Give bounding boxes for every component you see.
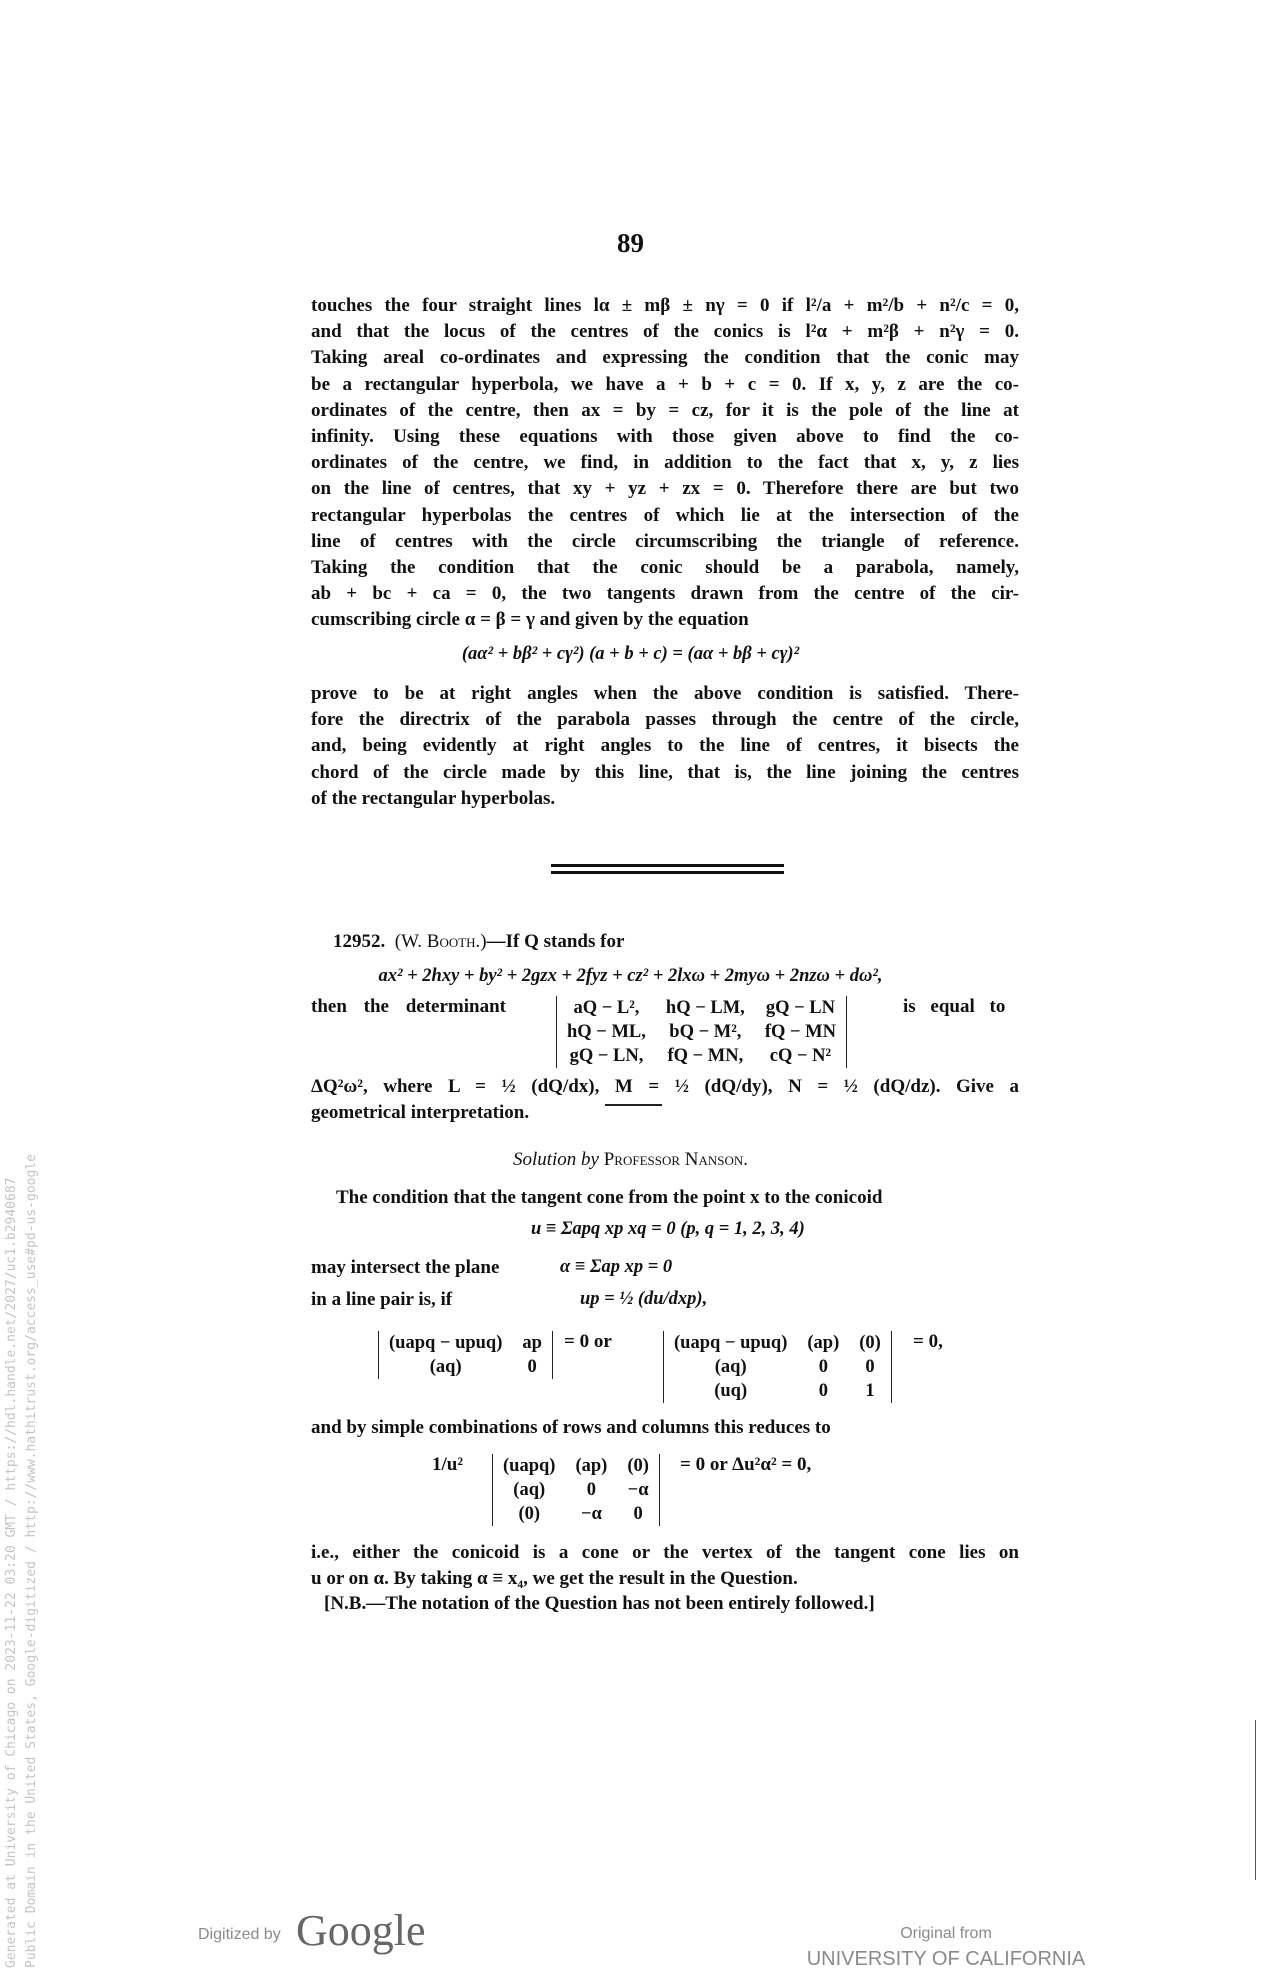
matrix-row — [493, 1478, 659, 1502]
text-line: i.e., either the conicoid is a cone or the vertex of the tangent cone lies on — [311, 1542, 1019, 1563]
matrix-cell: cQ − N² — [769, 1046, 832, 1066]
matrix-cell: (0) — [627, 1456, 649, 1476]
matrix-cell: (aq) — [429, 1357, 462, 1377]
solution-by: Solution by — [512, 1149, 599, 1170]
short-rule — [605, 1104, 662, 1106]
question-formula: ax² + 2hxy + by² + 2gzx + 2fyz + cz² + 2lxω + 2myω + 2nzω + dω², — [378, 966, 883, 986]
text-line: cumscribing circle α = β = γ and given by the equation — [311, 609, 749, 631]
matrix-row — [664, 1355, 891, 1379]
text-line: touches the four straight lines lα ± mβ ± nγ = 0 if l²/a + m²/b + n²/c = 0, — [311, 295, 1019, 316]
text-line: Taking areal co-ordinates and expressing the condition that the conic may — [311, 347, 1019, 369]
matrix-cell: hQ − ML, — [567, 1022, 646, 1042]
determinant-b — [663, 1331, 892, 1403]
text-line: ab + bc + ca = 0, the two tangents drawn from the centre of the cir- — [311, 583, 1019, 605]
text-line: and, being evidently at right angles to the line of centres, it bisects the — [311, 735, 1019, 757]
or-text: = 0 or — [564, 1331, 612, 1352]
text-line: prove to be at right angles when the above condition is satisfied. There- — [311, 683, 1019, 704]
matrix-cell: gQ − LN — [765, 998, 835, 1018]
question-number: 12952. — [333, 931, 386, 952]
question-tail — [311, 1074, 1019, 1126]
watermark-line-1: Generated at University of Chicago on 2023-11-22 03:20 GMT / https://hdl.handle.net/2027/uc1.b2940687 — [4, 1177, 19, 1968]
matrix-cell: fQ − MN, — [667, 1046, 744, 1066]
watermark-line-2: Public Domain in the United States, Google-digitized / http://www.hathitrust.org/access_use#pd-us-google — [24, 1154, 39, 1968]
matrix-cell: (0) — [859, 1333, 881, 1353]
matrix-row — [557, 996, 846, 1020]
matrix-cell: 0 — [586, 1480, 597, 1500]
matrix-row — [379, 1355, 552, 1379]
matrix-cell: 0 — [818, 1381, 828, 1401]
solution-line-2: may intersect the plane — [311, 1257, 500, 1278]
determinant-a — [378, 1331, 553, 1379]
matrix-cell: 0 — [527, 1357, 537, 1377]
matrix-row — [557, 1044, 846, 1068]
text-line: u or on α. By taking α ≡ x₄, we get the result in the Question. — [311, 1568, 798, 1590]
page-number: 89 — [617, 228, 644, 258]
matrix-cell: 0 — [818, 1357, 828, 1377]
text-line: rectangular hyperbolas the centres of which lie at the intersection of the — [311, 504, 1019, 526]
question-header — [333, 931, 624, 953]
question-author: (W. Booth.) — [394, 931, 487, 952]
institution: UNIVERSITY OF CALIFORNIA — [806, 1948, 1086, 1970]
matrix-cell: 0 — [865, 1357, 875, 1377]
matrix-cell: (ap) — [575, 1456, 608, 1476]
matrix-cell: (uapq) — [503, 1456, 556, 1476]
matrix-row — [664, 1331, 891, 1355]
text-line: be a rectangular hyperbola, we have a + b + c = 0. If x, y, z are the co- — [311, 373, 1019, 395]
determinant-trail: is equal to — [903, 996, 1006, 1017]
determinant-lead: then the determinant — [311, 996, 506, 1017]
solution-author: Professor Nanson. — [603, 1149, 749, 1170]
matrix-cell: (aq) — [714, 1357, 747, 1377]
matrix-cell: bQ − M², — [669, 1022, 742, 1042]
text-line: ordinates of the centre, we find, in addition to the fact that x, y, z lies — [311, 452, 1019, 474]
solution-line-4: and by simple combinations of rows and columns this reduces to — [311, 1417, 831, 1438]
double-rule-bottom — [551, 871, 784, 874]
result-equation: = 0 or Δu²α² = 0, — [680, 1454, 812, 1475]
equation-conic: (aα² + bβ² + cγ²) (a + b + c) = (aα + bβ + cγ)² — [461, 644, 800, 664]
text-line: fore the directrix of the parabola passes through the centre of the circle, — [311, 709, 1019, 731]
google-logo: Google — [296, 1906, 426, 1955]
solution-heading — [0, 1149, 1261, 1171]
matrix-row — [493, 1454, 659, 1478]
matrix-cell: (aq) — [513, 1480, 546, 1500]
text-line: on the line of centres, that xy + yz + zx = 0. Therefore there are but two — [311, 478, 1019, 500]
matrix-cell: gQ − LN, — [569, 1046, 644, 1066]
paragraph-part2 — [311, 681, 1019, 812]
matrix-row — [379, 1331, 552, 1355]
matrix-cell: ap — [522, 1333, 542, 1353]
det-prefix: 1/u² — [432, 1454, 464, 1475]
text-line: infinity. Using these equations with those given above to find the co- — [311, 425, 1019, 447]
text-line: chord of the circle made by this line, that is, the line joining the centres — [311, 761, 1019, 783]
equation-up: up = ½ (du/dxp), — [580, 1289, 708, 1309]
matrix-cell: −α — [580, 1504, 602, 1524]
matrix-cell: aQ − L², — [573, 998, 640, 1018]
paragraph-part1 — [311, 293, 1019, 633]
text-line: ordinates of the centre, then ax = by = cz, for it is the pole of the line at — [311, 399, 1019, 421]
matrix-row — [664, 1379, 891, 1403]
matrix-cell: fQ − MN — [764, 1022, 836, 1042]
text-line: Taking the condition that the conic should be a parabola, namely, — [311, 556, 1019, 578]
matrix-cell: 0 — [633, 1504, 643, 1524]
solution-line-1: The condition that the tangent cone from the point x to the conicoid — [336, 1187, 883, 1208]
matrix-cell: (ap) — [807, 1333, 840, 1353]
matrix-cell: (uq) — [714, 1381, 748, 1401]
matrix-row — [493, 1502, 659, 1526]
text-line: ΔQ²ω², where L = ½ (dQ/dx), M = ½ (dQ/dy), N = ½ (dQ/dz). Give a — [311, 1076, 1019, 1097]
determinant-c — [492, 1454, 660, 1526]
equation-plane: α ≡ Σap xp = 0 — [560, 1257, 673, 1277]
text-line: of the rectangular hyperbolas. — [311, 787, 556, 809]
page-edge-mark — [1255, 1720, 1256, 1880]
matrix-cell: −α — [627, 1480, 649, 1500]
double-rule-top — [551, 864, 784, 867]
equation-conicoid: u ≡ Σapq xp xq = 0 (p, q = 1, 2, 3, 4) — [531, 1219, 805, 1239]
matrix-cell: (uapq − upuq) — [674, 1333, 788, 1353]
matrix-cell: hQ − LM, — [665, 998, 745, 1018]
text-line: geometrical interpretation. — [311, 1102, 530, 1124]
solution-line-3: in a line pair is, if — [311, 1289, 453, 1310]
matrix-cell: (0) — [518, 1504, 541, 1524]
text-line: and that the locus of the centres of the conics is l²α + m²β + n²γ = 0. — [311, 321, 1019, 343]
text-line: line of centres with the circle circumscribing the triangle of reference. — [311, 530, 1019, 552]
matrix-cell: (uapq − upuq) — [389, 1333, 503, 1353]
digitized-by: Digitized by — [198, 1926, 281, 1943]
equals-zero: = 0, — [913, 1331, 943, 1352]
question-intro: —If Q stands for — [486, 931, 625, 952]
nb-note: [N.B.—The notation of the Question has not been entirely followed.] — [324, 1593, 875, 1614]
matrix-row — [557, 1020, 846, 1044]
question-determinant — [556, 996, 847, 1068]
matrix-cell: 1 — [865, 1381, 875, 1401]
original-from: Original from — [900, 1925, 992, 1942]
solution-conclusion — [311, 1540, 1019, 1592]
